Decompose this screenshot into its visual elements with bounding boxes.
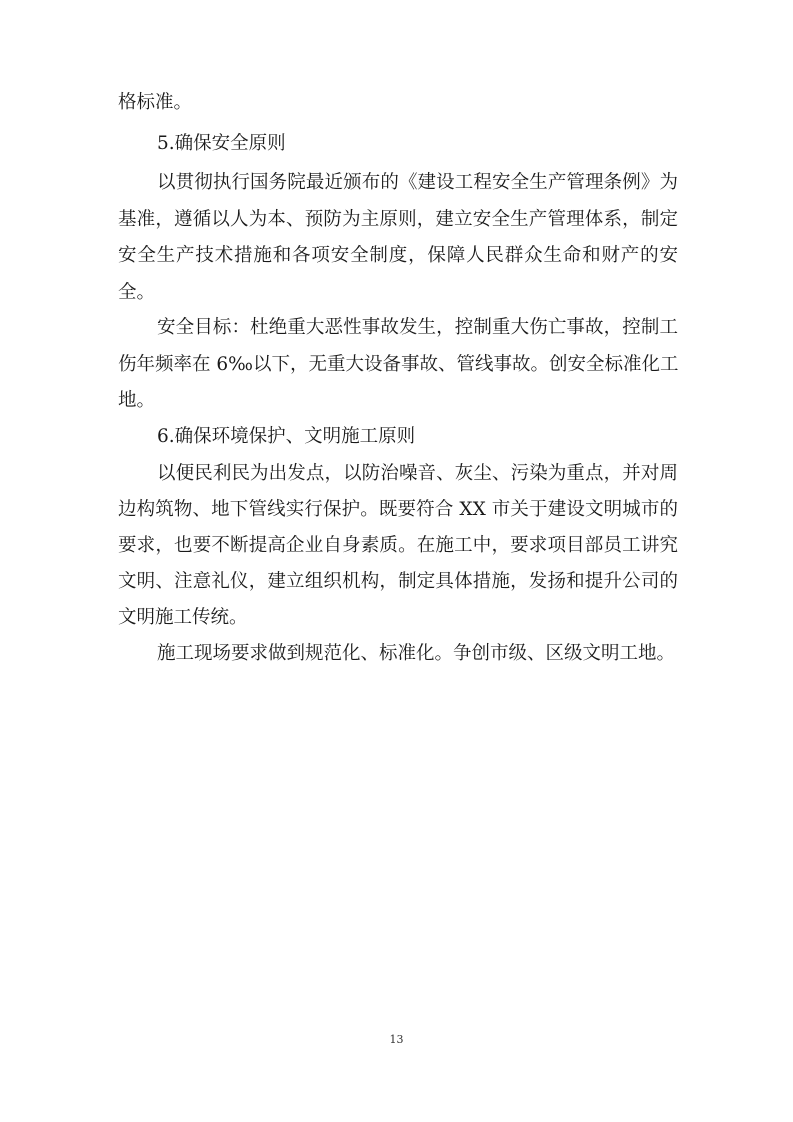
text-line: 以贯彻执行国务院最近颁布的《建设工程安全生产管理条例》为: [157, 172, 678, 193]
text-line: 安全目标：杜绝重大恶性事故发生，控制重大伤亡事故，控制工: [157, 317, 678, 338]
text-line: 地。: [118, 390, 156, 411]
text-line: 施工现场要求做到规范化、标准化。争创市级、区级文明工地。: [157, 643, 676, 664]
text-line: 基准，遵循以人为本、预防为主原则，建立安全生产管理体系，制定: [118, 209, 678, 230]
section-heading-environment: 6.确保环境保护、文明施工原则: [157, 426, 416, 447]
text-line: 格标准。: [118, 92, 193, 113]
text-line: 边构筑物、地下管线实行保护。既要符合 XX 市关于建设文明城市的: [118, 499, 678, 520]
text-line: 文明施工传统。: [118, 607, 248, 628]
text-line: 要求，也要不断提高企业自身素质。在施工中，要求项目部员工讲究: [118, 535, 678, 556]
text-line: 全。: [118, 282, 156, 303]
page-number: 13: [389, 1033, 404, 1046]
section-heading-safety: 5.确保安全原则: [157, 133, 286, 154]
text-line: 安全生产技术措施和各项安全制度，保障人民群众生命和财产的安: [118, 245, 678, 266]
text-line: 伤年频率在 6‰以下，无重大设备事故、管线事故。创安全标准化工: [118, 354, 679, 375]
text-line: 文明、注意礼仪，建立组织机构，制定具体措施，发扬和提升公司的: [118, 571, 678, 592]
text-line: 以便民利民为出发点，以防治噪音、灰尘、污染为重点，并对周: [157, 463, 678, 484]
